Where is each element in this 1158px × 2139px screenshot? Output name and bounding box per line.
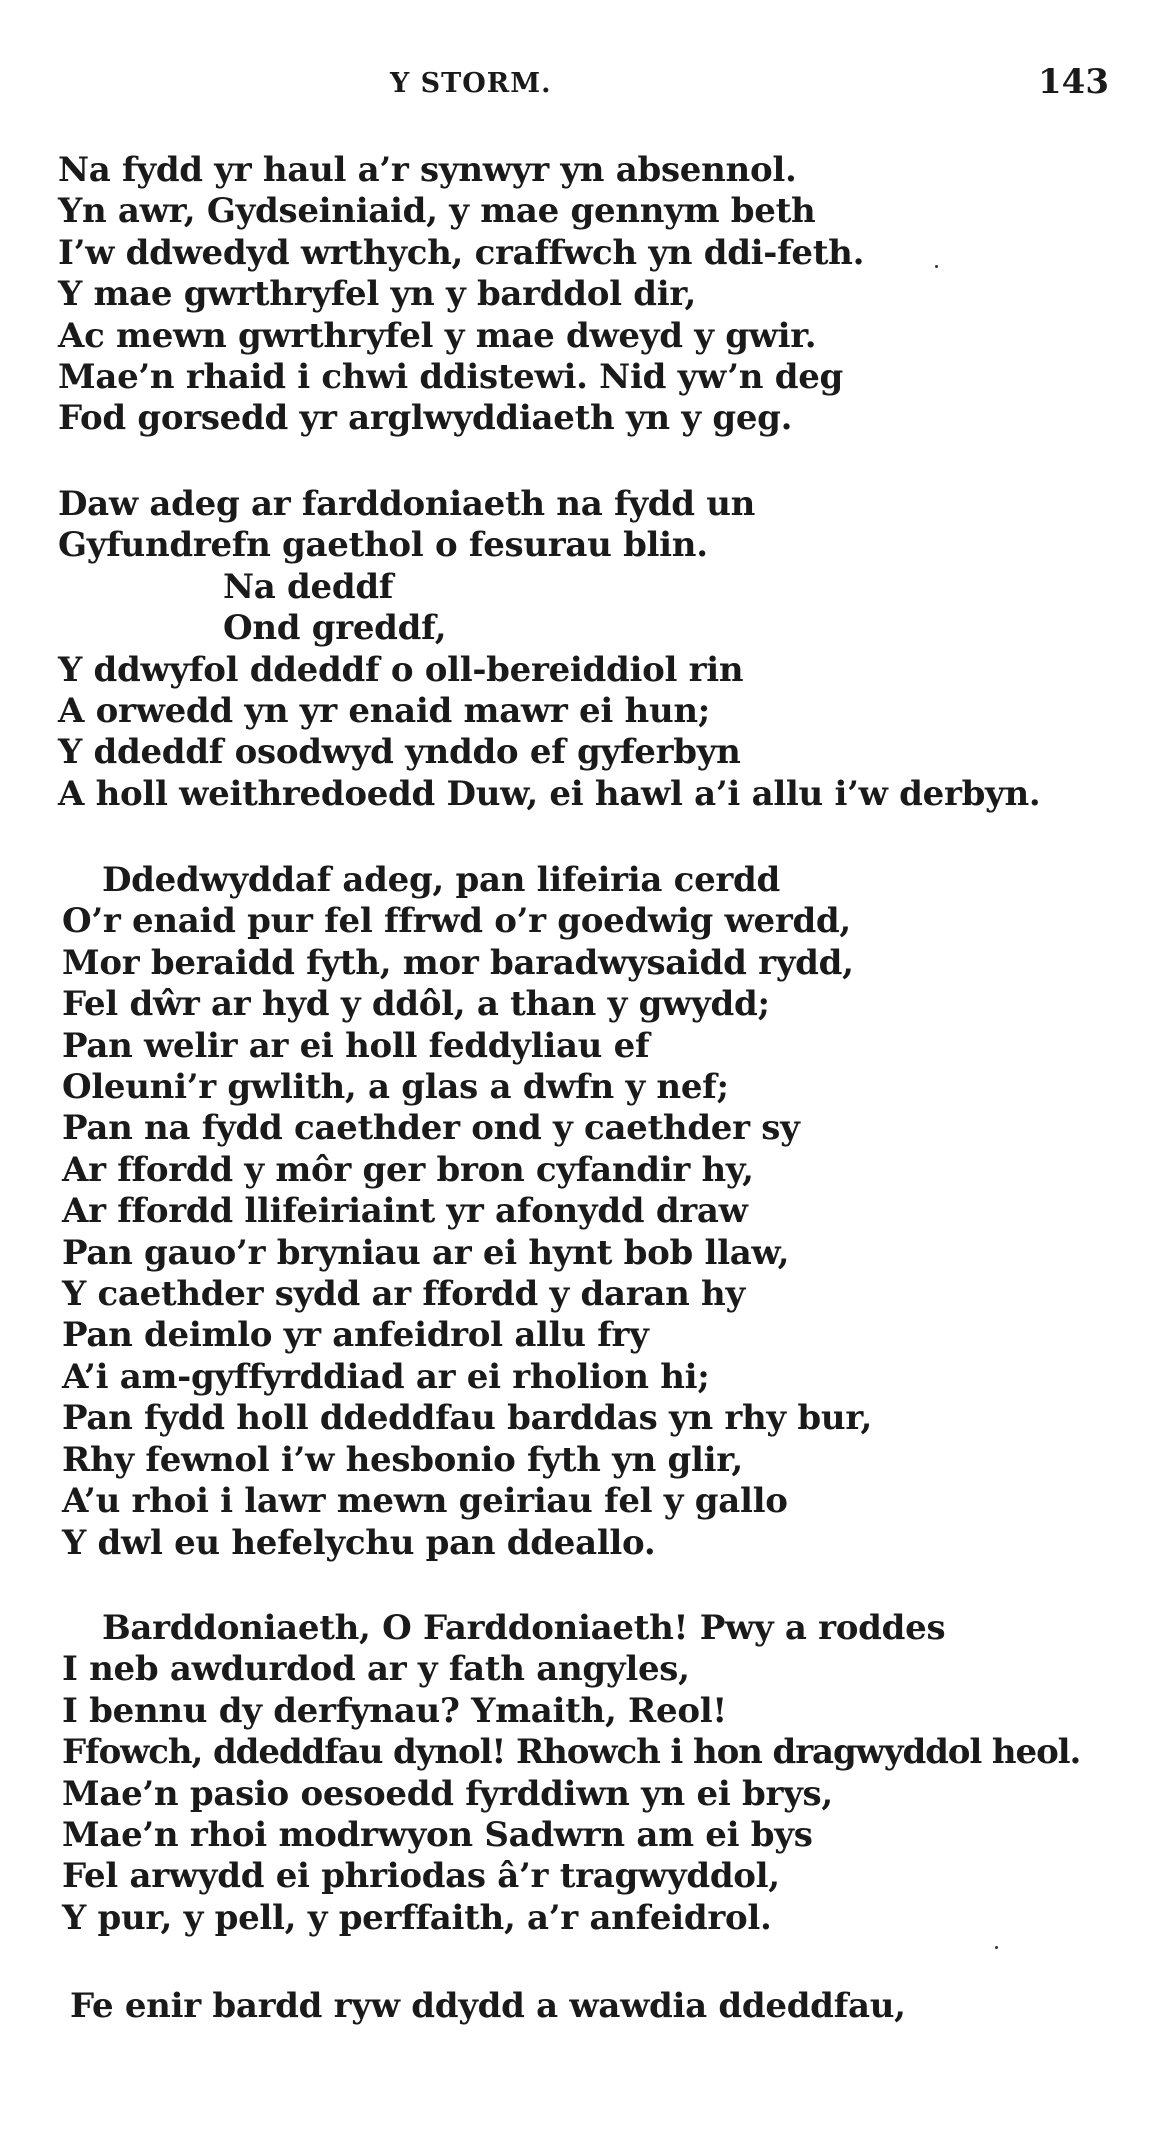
verse-line: Pan fydd holl ddeddfau barddas yn rhy bur, — [62, 1398, 872, 1439]
verse-line: Pan gauo’r bryniau ar ei hynt bob llaw, — [62, 1232, 790, 1273]
verse-line: Y ddeddf osodwyd ynddo ef gyferbyn — [58, 732, 741, 773]
verse-line: I neb awdurdod ar y fath angyles, — [62, 1649, 690, 1690]
verse-line: Y mae gwrthryfel yn y barddol dir, — [58, 274, 697, 315]
verse-line: Mor beraidd fyth, mor baradwysaidd rydd, — [62, 942, 854, 983]
verse-line: I’w ddwedyd wrthych, craffwch yn ddi-feth. — [58, 232, 865, 273]
page-number: 143 — [1038, 62, 1109, 102]
stanza-2 — [58, 484, 1040, 815]
verse-line: A holl weithredoedd Duw, ei hawl a’i allu i’w derbyn. — [58, 773, 1041, 814]
verse-line: Oleuni’r gwlith, a glas a dwfn y nef; — [62, 1067, 729, 1108]
verse-line: Ffowch, ddeddfau dynol! Rhowch i hon dragwyddol heol. — [62, 1732, 1081, 1773]
verse-line: Pan deimlo yr anfeidrol allu fry — [62, 1315, 649, 1356]
verse-line: Mae’n rhoi modrwyon Sadwrn am ei bys — [62, 1815, 813, 1856]
verse-line-first: Ddedwyddaf adeg, pan lifeiria cerdd — [102, 860, 780, 900]
verse-line: Yn awr, Gydseiniaid, y mae gennym beth — [58, 191, 816, 232]
verse-line: Mae’n rhaid i chwi ddistewi. Nid yw’n deg — [58, 357, 844, 398]
stanza-3 — [62, 860, 872, 1564]
verse-line: A orwedd yn yr enaid mawr ei hun; — [58, 691, 711, 732]
verse-line: Fel dŵr ar hyd y ddôl, a than y gwydd; — [62, 984, 770, 1025]
verse-line-indented: Ond greddf, — [223, 608, 447, 649]
stanza-5 — [70, 1986, 906, 2027]
verse-line: Ar ffordd llifeiriaint yr afonydd draw — [62, 1191, 748, 1232]
verse-line: Y ddwyfol ddeddf o oll-bereiddiol rin — [58, 649, 744, 690]
stanza-4 — [62, 1608, 1080, 1939]
verse-line: Pan welir ar ei holl feddyliau ef — [62, 1025, 650, 1066]
verse-line: I bennu dy derfynau? Ymaith, Reol! — [62, 1690, 727, 1731]
verse-line: Ac mewn gwrthryfel y mae dweyd y gwir. — [58, 315, 817, 356]
stanza-1 — [58, 150, 864, 440]
verse-line: Y dwl eu hefelychu pan ddeallo. — [62, 1522, 656, 1563]
verse-line: Daw adeg ar farddoniaeth na fydd un — [58, 484, 756, 524]
verse-line: Fel arwydd ei phriodas â’r tragwyddol, — [62, 1856, 780, 1897]
verse-line: O’r enaid pur fel ffrwd o’r goedwig werdd, — [62, 901, 851, 942]
verse-line-indented: Na deddf — [223, 566, 394, 607]
verse-line: Rhy fewnol i’w hesbonio fyth yn glir, — [62, 1439, 743, 1480]
print-speck — [935, 265, 938, 268]
verse-line: Y pur, y pell, y perffaith, a’r anfeidrol. — [62, 1897, 772, 1938]
verse-line: Y caethder sydd ar ffordd y daran hy — [62, 1274, 745, 1315]
print-speck — [995, 1946, 998, 1949]
verse-line: Fe enir bardd ryw ddydd a wawdia ddeddfau, — [70, 1986, 906, 2026]
verse-line-first: Barddoniaeth, O Farddoniaeth! Pwy a roddes — [102, 1608, 946, 1648]
verse-line: Ar ffordd y môr ger bron cyfandir hy, — [62, 1149, 754, 1190]
verse-line: A’i am-gyffyrddiad ar ei rholion hi; — [62, 1356, 710, 1397]
verse-line: Gyfundrefn gaethol o fesurau blin. — [58, 525, 708, 566]
verse-line: A’u rhoi i lawr mewn geiriau fel y gallo — [62, 1481, 788, 1522]
verse-line: Fod gorsedd yr arglwyddiaeth yn y geg. — [58, 398, 793, 439]
verse-line: Pan na fydd caethder ond y caethder sy — [62, 1108, 800, 1149]
verse-line: Mae’n pasio oesoedd fyrddiwn yn ei brys, — [62, 1773, 833, 1814]
running-title: Y STORM. — [390, 68, 552, 99]
verse-line: Na fydd yr haul a’r synwyr yn absennol. — [58, 150, 797, 190]
